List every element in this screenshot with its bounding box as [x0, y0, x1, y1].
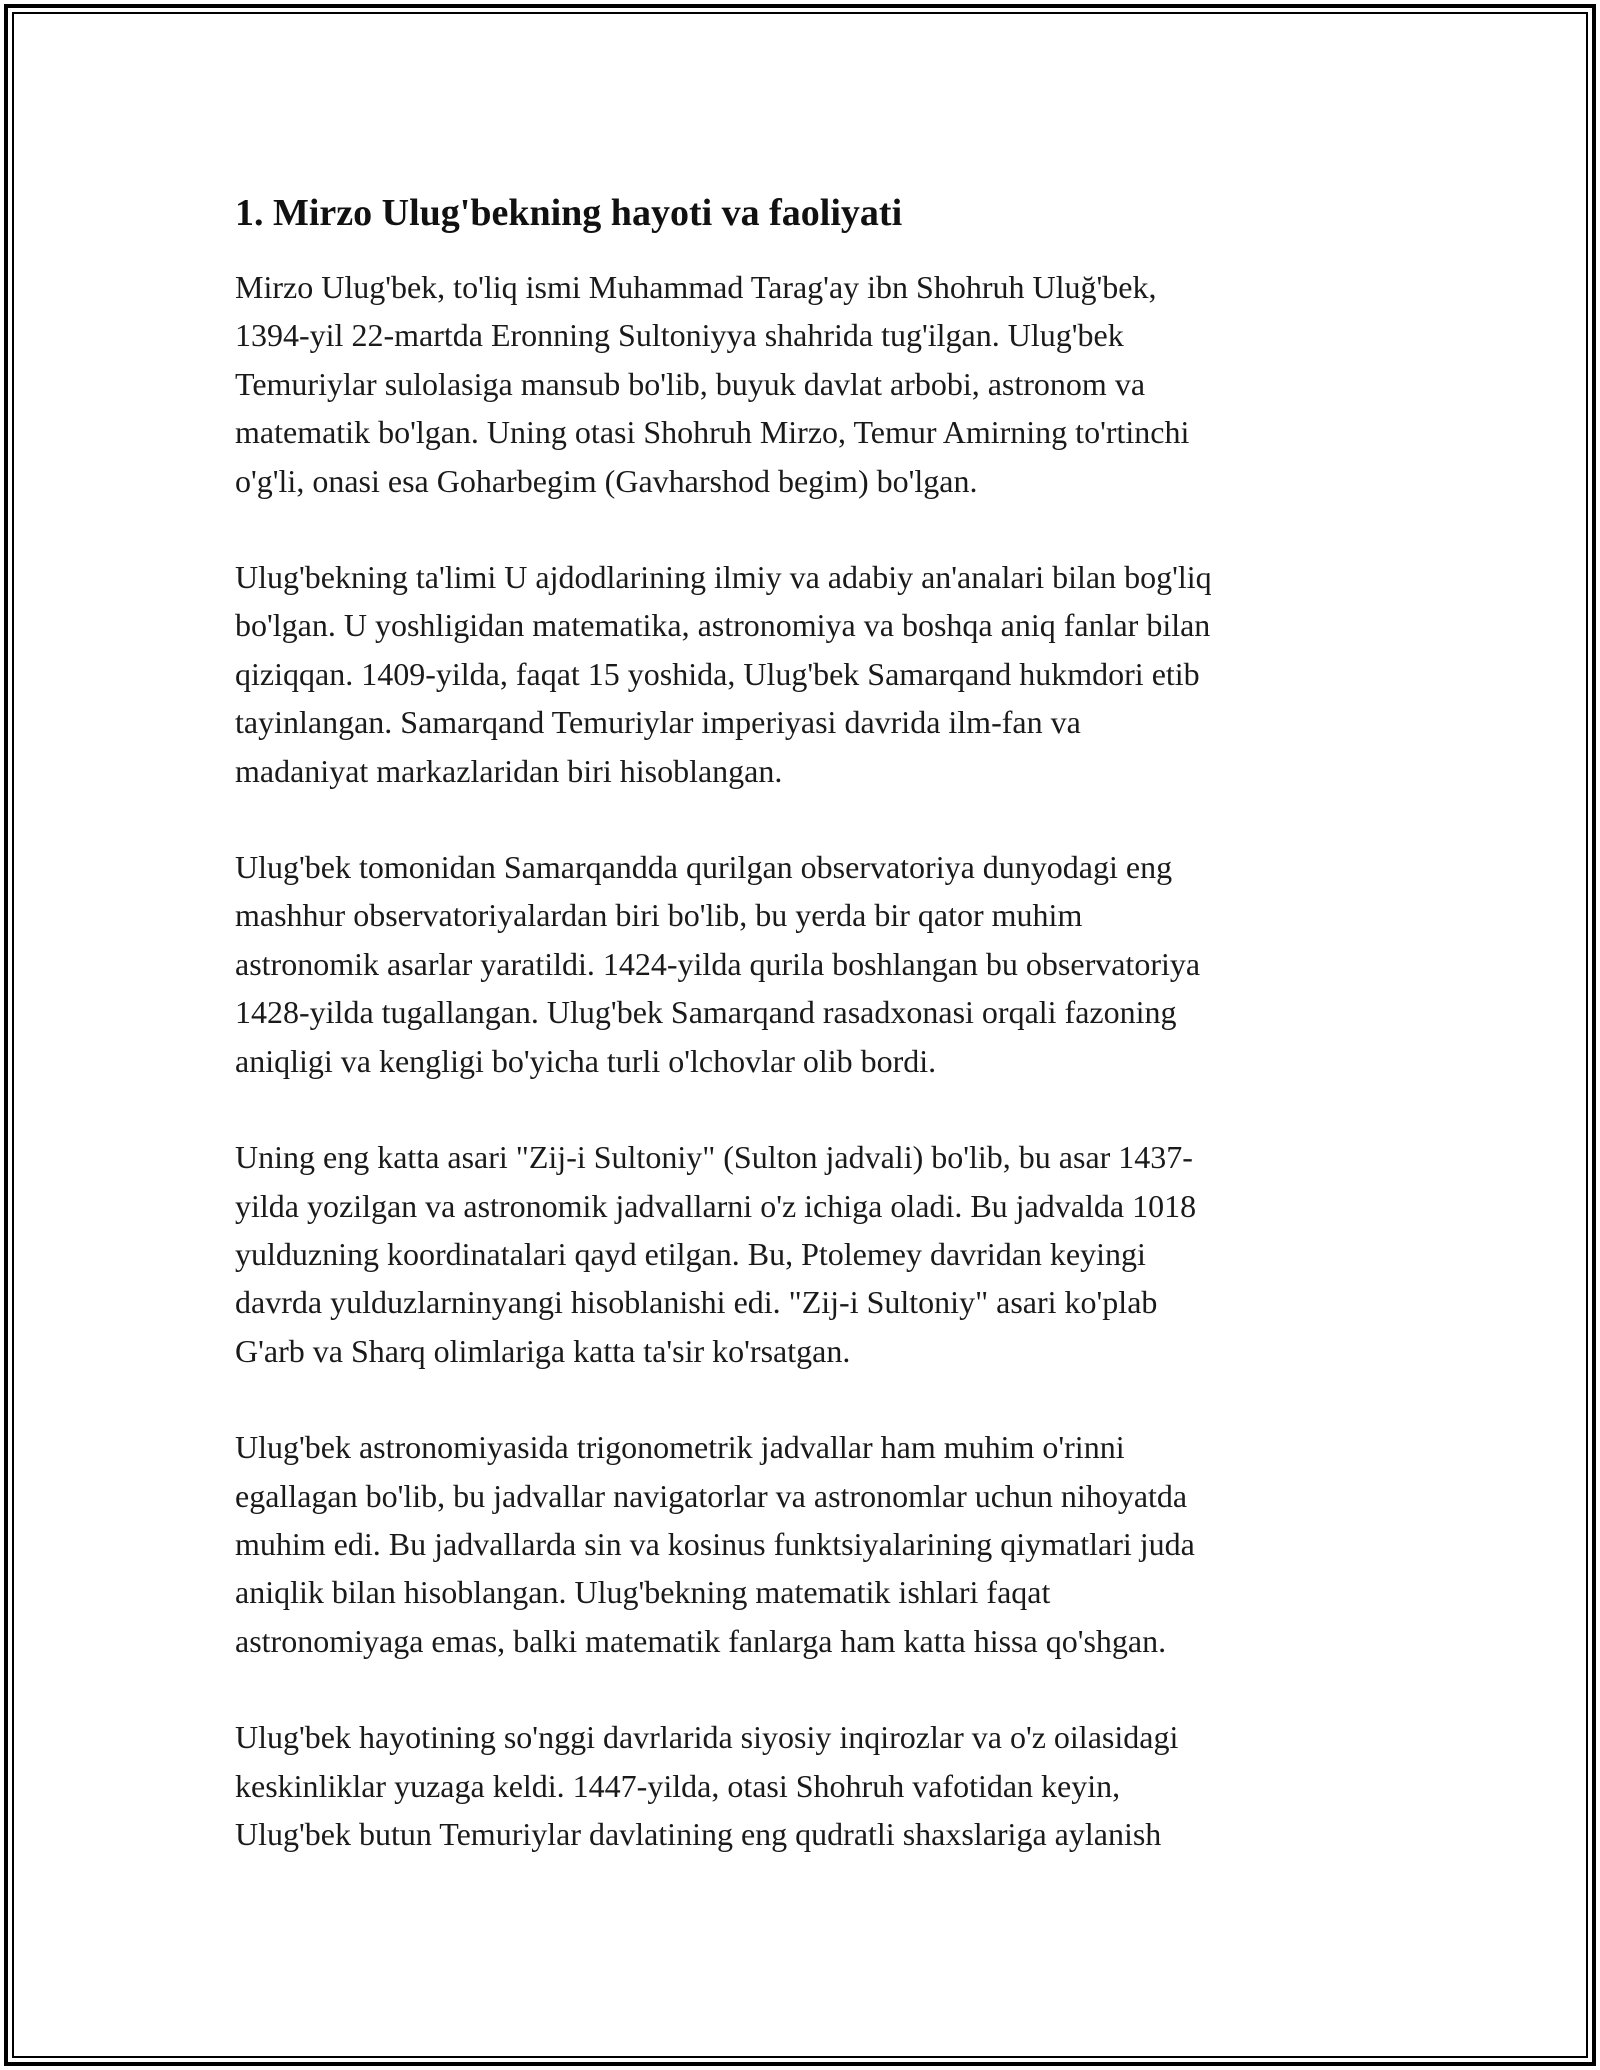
paragraph-line: mashhur observatoriyalardan biri bo'lib, bu yerda bir qator muhim — [235, 897, 1083, 934]
paragraph-line: muhim edi. Bu jadvallarda sin va kosinus funktsiyalarining qiymatlari juda — [235, 1525, 1195, 1562]
paragraph-line: Ulug'bek hayotining so'nggi davrlarida siyosiy inqirozlar va o'z oilasidagi — [235, 1719, 1179, 1756]
paragraph-line: Ulug'bek tomonidan Samarqandda qurilgan observatoriya dunyodagi eng — [235, 849, 1173, 886]
paragraph-line: tayinlangan. Samarqand Temuriylar imperiyasi davrida ilm-fan va — [235, 704, 1081, 741]
paragraph-line: Ulug'bekning ta'limi U ajdodlarining ilmiy va adabiy an'analari bilan bog'liq — [235, 559, 1212, 596]
paragraph-line: Mirzo Ulug'bek, to'liq ismi Muhammad Tarag'ay ibn Shohruh Uluğ'bek, — [235, 269, 1157, 305]
paragraph-line: keskinliklar yuzaga keldi. 1447-yilda, otasi Shohruh vafotidan keyin, — [235, 1767, 1121, 1804]
paragraph-line: aniqlik bilan hisoblangan. Ulug'bekning matematik ishlari faqat — [235, 1574, 1051, 1611]
paragraph-line: yulduzning koordinatalari qayd etilgan. Bu, Ptolemey davridan keyingi — [235, 1235, 1146, 1272]
paragraph-line: aniqligi va kengligi bo'yicha turli o'lchovlar olib bordi. — [235, 1042, 937, 1079]
paragraph-line: Ulug'bek astronomiyasida trigonometrik jadvallar ham muhim o'rinni — [235, 1429, 1125, 1466]
paragraph-5 — [235, 1423, 1375, 1665]
paragraph-line: davrda yulduzlarninyangi hisoblanishi edi. "Zij-i Sultoniy" asari ko'plab — [235, 1284, 1158, 1321]
paragraph-line: G'arb va Sharq olimlariga katta ta'sir ko'rsatgan. — [235, 1332, 851, 1369]
paragraph-6 — [235, 1713, 1375, 1858]
paragraph-line: 1428-yilda tugallangan. Ulug'bek Samarqand rasadxonasi orqali fazoning — [235, 994, 1177, 1031]
section-heading: 1. Mirzo Ulug'bekning hayoti va faoliyati — [235, 192, 903, 234]
paragraph-line: o'g'li, onasi esa Goharbegim (Gavharshod begim) bo'lgan. — [235, 462, 978, 499]
paragraph-1 — [235, 263, 1375, 505]
paragraph-line: yilda yozilgan va astronomik jadvallarni o'z ichiga oladi. Bu jadvalda 1018 — [235, 1187, 1197, 1224]
paragraph-line: egallagan bo'lib, bu jadvallar navigatorlar va astronomlar uchun nihoyatda — [235, 1477, 1188, 1514]
paragraph-line: astronomiyaga emas, balki matematik fanlarga ham katta hissa qo'shgan. — [235, 1622, 1167, 1659]
paragraph-line: 1394-yil 22-martda Eronning Sultoniyya shahrida tug'ilgan. Ulug'bek — [235, 317, 1124, 354]
document-body — [235, 185, 1375, 1906]
paragraph-3 — [235, 843, 1375, 1085]
paragraph-line: bo'lgan. U yoshligidan matematika, astronomiya va boshqa aniq fanlar bilan — [235, 607, 1211, 644]
paragraph-line: Uning eng katta asari "Zij-i Sultoniy" (Sulton jadvali) bo'lib, bu asar 1437- — [235, 1139, 1193, 1176]
paragraph-2 — [235, 553, 1375, 795]
paragraph-line: astronomik asarlar yaratildi. 1424-yilda qurila boshlangan bu observatoriya — [235, 945, 1201, 982]
paragraph-line: Ulug'bek butun Temuriylar davlatining eng qudratli shaxslariga aylanish — [235, 1815, 1162, 1852]
paragraph-line: Temuriylar sulolasiga mansub bo'lib, buyuk davlat arbobi, astronom va — [235, 365, 1146, 402]
paragraph-line: madaniyat markazlaridan biri hisoblangan. — [235, 752, 783, 789]
paragraph-line: qiziqqan. 1409-yilda, faqat 15 yoshida, Ulug'bek Samarqand hukmdori etib — [235, 655, 1200, 692]
paragraph-4 — [235, 1133, 1375, 1375]
paragraph-line: matematik bo'lgan. Uning otasi Shohruh Mirzo, Temur Amirning to'rtinchi — [235, 414, 1190, 451]
